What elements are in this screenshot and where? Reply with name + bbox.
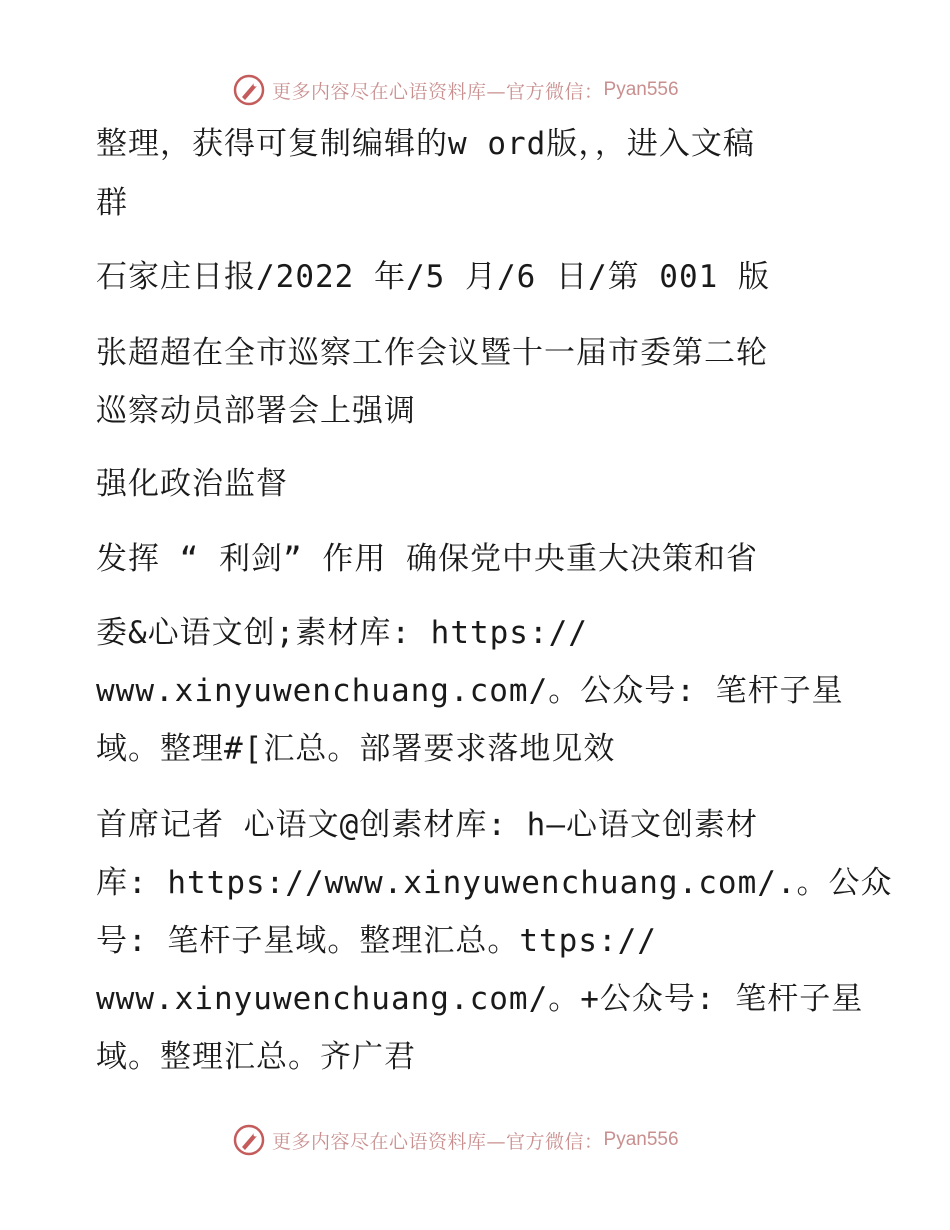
text-line: 号: 笔杆子星域。整理汇总。ttps:// xyxy=(96,923,657,959)
footer-banner xyxy=(232,1122,712,1158)
text-line: 整理，获得可复制编辑的w ord版，，进入文稿 xyxy=(96,126,755,162)
text-line: 域。整理#[汇总。部署要求落地见效 xyxy=(96,731,616,767)
banner-text: 更多内容尽在心语资料库—官方微信： xyxy=(272,1130,604,1153)
header-banner xyxy=(232,72,712,108)
banner-wechat-id: Pyan556 xyxy=(603,1129,679,1150)
text-line: 张超超在全市巡察工作会议暨十一届市委第二轮 xyxy=(96,335,768,371)
text-line: 首席记者 心语文@创素材库: h—心语文创素材 xyxy=(96,807,758,843)
text-line: 域。整理汇总。齐广君 xyxy=(96,1039,416,1075)
pen-logo-icon xyxy=(232,1123,266,1157)
pen-logo-icon xyxy=(232,73,266,107)
text-line: 石家庄日报/2022 年/5 月/6 日/第 001 版 xyxy=(96,259,770,295)
text-line: 委&心语文创;素材库: https:// xyxy=(96,615,588,651)
banner-wechat-id: Pyan556 xyxy=(603,79,679,100)
text-line: 库: https://www.xinyuwenchuang.com/.。公众 xyxy=(96,865,893,901)
text-line: 巡察动员部署会上强调 xyxy=(96,393,416,429)
text-line: 发挥 “ 利剑” 作用 确保党中央重大决策和省 xyxy=(96,541,758,577)
text-line: 强化政治监督 xyxy=(96,466,288,502)
text-line: www.xinyuwenchuang.com/。+公众号: 笔杆子星 xyxy=(96,981,864,1017)
text-line: 群 xyxy=(96,185,128,221)
banner-text: 更多内容尽在心语资料库—官方微信： xyxy=(272,80,604,103)
text-line: www.xinyuwenchuang.com/。公众号: 笔杆子星 xyxy=(96,673,844,709)
